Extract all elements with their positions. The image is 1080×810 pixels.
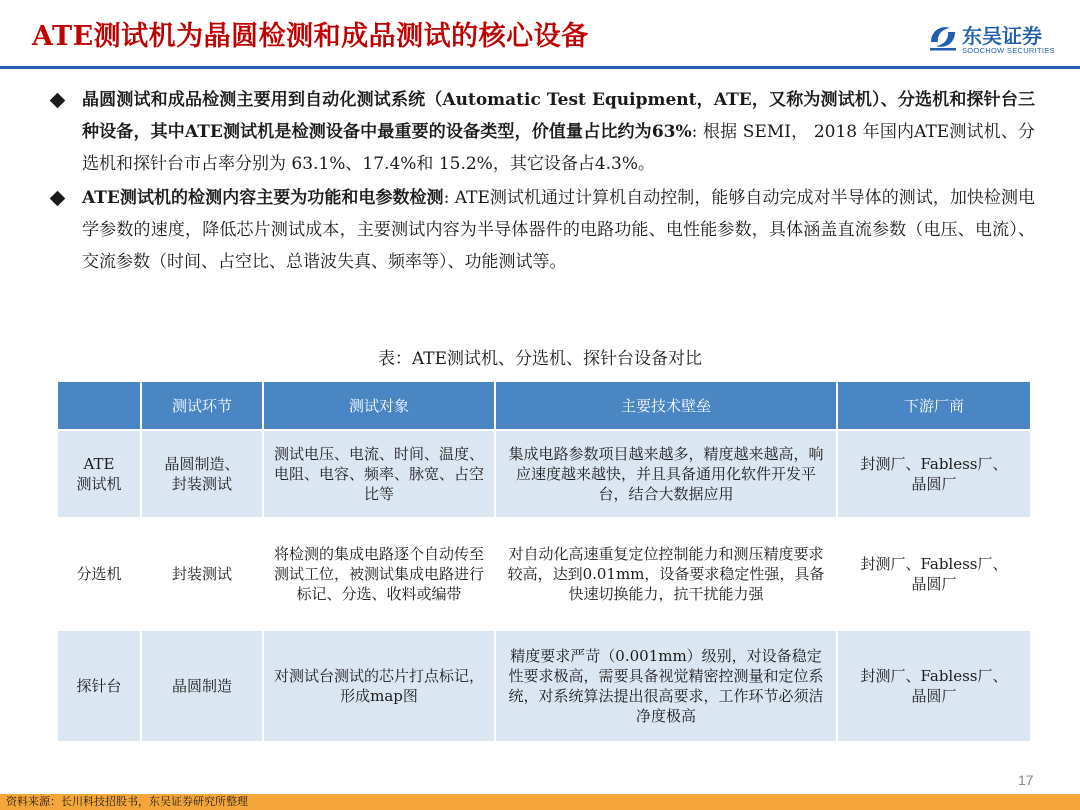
header-cell: 下游厂商: [838, 382, 1030, 429]
footer-bar: [0, 794, 1080, 810]
table-cell: 晶圆制造: [142, 631, 262, 741]
bullet-item-1: [50, 84, 1035, 180]
table-cell: ATE 测试机: [58, 431, 140, 517]
bullet-body: : ATE测试机通过计算机自动控制，能够自动完成对半导体的测试，加快检测电学参数的速度，降低芯片测试成本，主要测试内容为半导体器件的电路功能、电性能参数，具体涵盖直流参数（电压、电流）、交流参数（时间、占空比、总谐波失真、频率等）、功能测试等。: [82, 188, 1035, 272]
page-number: 17: [1018, 772, 1034, 788]
table-cell: 精度要求严苛（0.001mm）级别，对设备稳定性要求极高，需要具备视觉精密控测量和定位系统，对系统算法提出很高要求，工作环节必须洁净度极高: [496, 631, 836, 741]
header-cell: [58, 382, 140, 429]
table-cell: 封装测试: [142, 519, 262, 629]
company-logo: [928, 20, 1073, 60]
table-cell: 分选机: [58, 519, 140, 629]
equipment-comparison-table: [56, 380, 1032, 743]
bullet-body: : 根据 SEMI， 2018 年国内ATE测试机、分选机和探针台市占率分别为 63.1%、17.4%和 15.2%，其它设备占4.3%。: [82, 122, 1035, 174]
table-cell: 封测厂、Fabless厂、 晶圆厂: [838, 631, 1030, 741]
logo-text-en: SOOCHOW SECURITIES: [962, 46, 1055, 55]
diamond-bullet-icon: [50, 191, 66, 207]
table-cell: 对自动化高速重复定位控制能力和测压精度要求较高，达到0.01mm，设备要求稳定性强，具备快速切换能力，抗干扰能力强: [496, 519, 836, 629]
diamond-bullet-icon: [50, 93, 66, 109]
bullet-item-2: [50, 182, 1035, 278]
header-divider: [0, 66, 1080, 69]
slide-title: ATE测试机为晶圆检测和成品测试的核心设备: [32, 21, 589, 52]
table-cell: 集成电路参数项目越来越多，精度越来越高，响应速度越来越快，并且具备通用化软件开发平台，结合大数据应用: [496, 431, 836, 517]
bullet-lead: ATE测试机的检测内容主要为功能和电参数检测: [82, 188, 444, 208]
table-cell: 晶圆制造、 封装测试: [142, 431, 262, 517]
table-header-row: [58, 382, 1030, 429]
table-cell: 将检测的集成电路逐个自动传至测试工位，被测试集成电路进行标记、分选、收料或编带: [264, 519, 494, 629]
source-note: 资料来源：长川科技招股书，东吴证券研究所整理: [6, 795, 248, 808]
header-cell: 测试对象: [264, 382, 494, 429]
header-cell: 主要技术壁垒: [496, 382, 836, 429]
bullet-list: [50, 84, 1035, 278]
table-row: [58, 631, 1030, 741]
table-cell: 封测厂、Fabless厂、 晶圆厂: [838, 431, 1030, 517]
table-caption: 表：ATE测试机、分选机、探针台设备对比: [377, 349, 703, 369]
logo-text-cn: 东吴证券: [962, 24, 1042, 48]
table-row: [58, 519, 1030, 629]
bullet-lead: 晶圆测试和成品检测主要用到自动化测试系统（Automatic Test Equipment，ATE，又称为测试机）、分选机和探针台三种设备，其中ATE测试机是检测设备中最重要的设备类型，价值量占比约为63%: [82, 90, 1035, 142]
table-cell: 封测厂、Fabless厂、 晶圆厂: [838, 519, 1030, 629]
table-row: [58, 431, 1030, 517]
header-cell: 测试环节: [142, 382, 262, 429]
table-cell: 对测试台测试的芯片打点标记，形成map图: [264, 631, 494, 741]
slide-header: [0, 0, 1080, 70]
soochow-logo-icon: [928, 22, 958, 52]
table-cell: 测试电压、电流、时间、温度、电阻、电容、频率、脉宽、占空比等: [264, 431, 494, 517]
table-cell: 探针台: [58, 631, 140, 741]
